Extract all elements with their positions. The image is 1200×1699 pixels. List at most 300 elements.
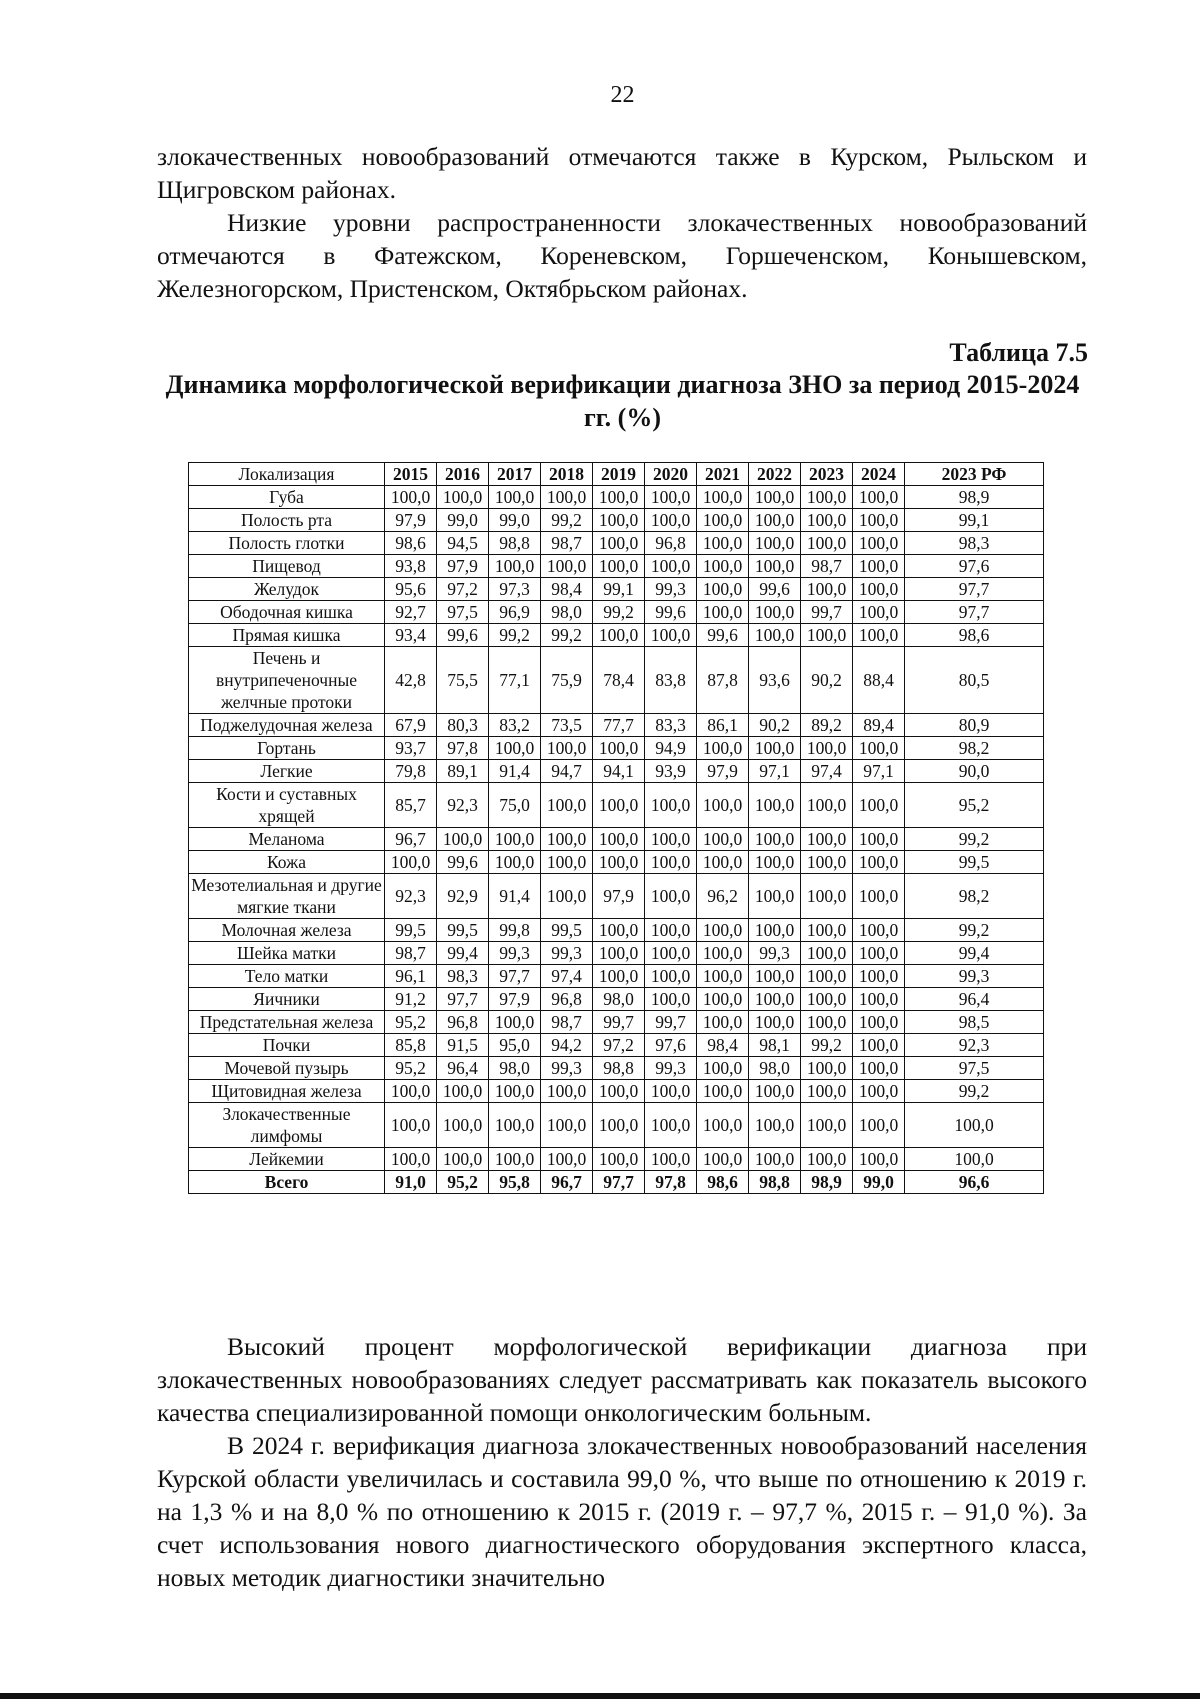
table-cell: 96,1 [385,965,437,988]
table-row [189,647,1044,714]
table-cell: 80,5 [905,647,1044,714]
table-cell: 89,2 [801,714,853,737]
table-header-row [189,463,1044,486]
row-label: Полость рта [189,509,385,532]
table-cell: 100,0 [697,1057,749,1080]
table-cell: 96,2 [697,874,749,919]
table-cell: 100,0 [749,1080,801,1103]
table-cell: 100,0 [645,783,697,828]
table-cell: 99,6 [697,624,749,647]
table-cell: 100,0 [853,965,905,988]
verification-table [188,462,1044,1194]
table-title: Динамика морфологической верификации диагноза ЗНО за период 2015-2024 гг. (%) [165,370,1080,432]
table-cell: 97,9 [489,988,541,1011]
table-cell: 100,0 [541,1080,593,1103]
table-cell: 77,1 [489,647,541,714]
table-cell: 100,0 [749,1103,801,1148]
table-cell: 86,1 [697,714,749,737]
table-cell: 100,0 [853,737,905,760]
row-label: Пищевод [189,555,385,578]
column-header: 2023 РФ [905,463,1044,486]
table-cell: 97,9 [697,760,749,783]
table-row [189,1103,1044,1148]
table-cell: 100,0 [749,737,801,760]
table-cell: 100,0 [489,851,541,874]
row-label: Легкие [189,760,385,783]
table-cell: 77,7 [593,714,645,737]
table-cell: 98,6 [697,1171,749,1194]
table-cell: 100,0 [593,1148,645,1171]
table-cell: 100,0 [697,1103,749,1148]
table-number: Таблица 7.5 [949,338,1088,367]
table-cell: 98,8 [489,532,541,555]
table-cell: 100,0 [801,851,853,874]
table-cell: 100,0 [385,1103,437,1148]
table-cell: 100,0 [697,828,749,851]
table-cell: 100,0 [437,486,489,509]
table-cell: 100,0 [853,1103,905,1148]
table-cell: 92,7 [385,601,437,624]
table-cell: 100,0 [853,601,905,624]
table-cell: 85,7 [385,783,437,828]
table-cell: 100,0 [697,1148,749,1171]
table-cell: 97,4 [541,965,593,988]
table-cell: 98,9 [905,486,1044,509]
table-cell: 100,0 [541,486,593,509]
table-cell: 100,0 [385,1148,437,1171]
table-cell: 100,0 [801,1080,853,1103]
table-row [189,555,1044,578]
table-cell: 100,0 [697,532,749,555]
table-cell: 91,5 [437,1034,489,1057]
row-label: Мочевой пузырь [189,1057,385,1080]
row-label: Щитовидная железа [189,1080,385,1103]
table-cell: 100,0 [645,851,697,874]
table-cell: 94,5 [437,532,489,555]
table-cell: 100,0 [593,942,645,965]
table-cell: 100,0 [697,601,749,624]
table-cell: 100,0 [541,851,593,874]
table-cell: 100,0 [853,874,905,919]
table-row [189,988,1044,1011]
table-cell: 100,0 [541,1148,593,1171]
table-row [189,965,1044,988]
table-cell: 100,0 [697,555,749,578]
table-cell: 95,2 [437,1171,489,1194]
table-cell: 99,2 [489,624,541,647]
table-cell: 100,0 [749,1011,801,1034]
table-row [189,851,1044,874]
table-cell: 100,0 [541,874,593,919]
table-cell: 100,0 [697,509,749,532]
table-cell: 100,0 [697,1080,749,1103]
row-label: Лейкемии [189,1148,385,1171]
column-header: Локализация [189,463,385,486]
table-cell: 97,7 [905,601,1044,624]
table-cell: 100,0 [749,624,801,647]
table-cell: 100,0 [853,783,905,828]
table-cell: 99,1 [593,578,645,601]
table-cell: 100,0 [749,532,801,555]
table-cell: 80,9 [905,714,1044,737]
table-cell: 99,6 [437,851,489,874]
table-cell: 100,0 [593,486,645,509]
table-cell: 100,0 [853,624,905,647]
table-cell: 97,7 [489,965,541,988]
table-cell: 100,0 [853,828,905,851]
table-cell: 97,5 [437,601,489,624]
table-cell: 80,3 [437,714,489,737]
table-cell: 100,0 [645,486,697,509]
row-label: Печень и внутрипеченочные желчные протоки [189,647,385,714]
row-label: Тело матки [189,965,385,988]
table-cell: 99,3 [645,1057,697,1080]
table-cell: 98,6 [385,532,437,555]
table-cell: 100,0 [853,851,905,874]
table-cell: 100,0 [697,1011,749,1034]
table-cell: 89,4 [853,714,905,737]
table-cell: 100,0 [749,919,801,942]
row-label: Шейка матки [189,942,385,965]
table-cell: 100,0 [645,919,697,942]
table-cell: 100,0 [541,1103,593,1148]
table-row [189,532,1044,555]
row-label: Предстательная железа [189,1011,385,1034]
table-cell: 99,4 [437,942,489,965]
table-row [189,486,1044,509]
column-header: 2020 [645,463,697,486]
table-cell: 100,0 [749,783,801,828]
table-cell: 89,1 [437,760,489,783]
table-cell: 100,0 [749,555,801,578]
table-cell: 100,0 [593,965,645,988]
table-cell: 92,3 [385,874,437,919]
table-cell: 100,0 [801,783,853,828]
table-cell: 99,3 [489,942,541,965]
table-cell: 92,3 [437,783,489,828]
table-cell: 100,0 [541,783,593,828]
table-cell: 99,3 [541,942,593,965]
outro-paragraph-2: В 2024 г. верификация диагноза злокачественных новообразований населения Курской области увеличилась и составила 99,0 %, что выше по отношению к 2019 г. на 1,3 % и на 8,0 % по отношению к 2015 г. (2019 г. – 97,7 %, 2015 г. – 91,0 %). За счет использования нового диагностического оборудования экспертного класса, новых методик диагностики значительно [157,1431,1087,1592]
table-cell: 100,0 [541,555,593,578]
table-cell: 97,4 [801,760,853,783]
table-cell: 91,4 [489,760,541,783]
table-cell: 100,0 [593,1103,645,1148]
table-cell: 99,4 [905,942,1044,965]
table-cell: 98,5 [905,1011,1044,1034]
table-cell: 100,0 [593,783,645,828]
table-row [189,1011,1044,1034]
table-row [189,1057,1044,1080]
table-cell: 100,0 [541,828,593,851]
table-cell: 98,0 [541,601,593,624]
table-cell: 100,0 [593,737,645,760]
table-cell: 98,7 [541,1011,593,1034]
table-cell: 100,0 [905,1103,1044,1148]
table-cell: 98,0 [749,1057,801,1080]
intro-paragraph-2: Низкие уровни распространенности злокачественных новообразований отмечаются в Фатежском, Кореневском, Горшеченском, Конышевском, Железногорском, Пристенском, Октябрьском районах. [157,208,1087,303]
table-cell: 96,7 [541,1171,593,1194]
table-row [189,874,1044,919]
table-cell: 99,5 [905,851,1044,874]
table-cell: 100,0 [489,555,541,578]
column-header: 2016 [437,463,489,486]
table-cell: 100,0 [489,1103,541,1148]
row-label: Полость глотки [189,532,385,555]
table-cell: 100,0 [749,486,801,509]
column-header: 2024 [853,463,905,486]
table-cell: 95,2 [385,1011,437,1034]
table-cell: 99,3 [541,1057,593,1080]
row-label: Кости и суставных хрящей [189,783,385,828]
table-row [189,624,1044,647]
table-cell: 100,0 [593,828,645,851]
table-row [189,1080,1044,1103]
table-body [189,486,1044,1194]
table-cell: 100,0 [853,509,905,532]
table-cell: 93,7 [385,737,437,760]
table-cell: 100,0 [437,1103,489,1148]
column-header: 2018 [541,463,593,486]
table-cell: 99,2 [905,919,1044,942]
table-cell: 97,1 [853,760,905,783]
table-cell: 42,8 [385,647,437,714]
table-cell: 100,0 [801,509,853,532]
table-cell: 97,2 [437,578,489,601]
table-cell: 93,4 [385,624,437,647]
table-cell: 100,0 [853,578,905,601]
table-cell: 78,4 [593,647,645,714]
column-header: 2017 [489,463,541,486]
table-cell: 97,2 [593,1034,645,1057]
table-cell: 100,0 [645,624,697,647]
table-cell: 100,0 [697,486,749,509]
table-row [189,919,1044,942]
row-label: Прямая кишка [189,624,385,647]
table-cell: 95,8 [489,1171,541,1194]
table-cell: 100,0 [801,988,853,1011]
table-cell: 100,0 [541,737,593,760]
table-cell: 75,0 [489,783,541,828]
table-row [189,1148,1044,1171]
row-label: Меланома [189,828,385,851]
table-cell: 100,0 [489,1080,541,1103]
table-cell: 99,8 [489,919,541,942]
table-row [189,1034,1044,1057]
row-label: Мезотелиальная и другие мягкие ткани [189,874,385,919]
table-cell: 91,0 [385,1171,437,1194]
table-cell: 100,0 [385,851,437,874]
table-row [189,737,1044,760]
table-cell: 98,1 [749,1034,801,1057]
table-cell: 91,2 [385,988,437,1011]
table-cell: 97,6 [645,1034,697,1057]
table-cell: 97,7 [905,578,1044,601]
table-cell: 100,0 [801,486,853,509]
table-cell: 99,1 [905,509,1044,532]
table-cell: 99,6 [749,578,801,601]
table-cell: 100,0 [437,1148,489,1171]
table-cell: 100,0 [489,737,541,760]
table-cell: 92,9 [437,874,489,919]
table-cell: 95,6 [385,578,437,601]
table-cell: 73,5 [541,714,593,737]
table-cell: 100,0 [697,965,749,988]
table-cell: 100,0 [593,555,645,578]
table-cell: 92,3 [905,1034,1044,1057]
table-cell: 75,5 [437,647,489,714]
page-number: 22 [610,82,635,108]
table-cell: 100,0 [593,919,645,942]
table-cell: 99,2 [905,828,1044,851]
table-cell: 100,0 [749,1148,801,1171]
table-cell: 98,7 [541,532,593,555]
table-cell: 100,0 [489,486,541,509]
table-row [189,942,1044,965]
table-cell: 97,8 [645,1171,697,1194]
table-cell: 100,0 [749,851,801,874]
table-cell: 96,8 [437,1011,489,1034]
table-cell: 99,7 [801,601,853,624]
table-cell: 98,7 [385,942,437,965]
row-label: Молочная железа [189,919,385,942]
table-cell: 94,1 [593,760,645,783]
table-cell: 98,4 [697,1034,749,1057]
table-cell: 96,4 [437,1057,489,1080]
table-cell: 100,0 [645,509,697,532]
table-cell: 67,9 [385,714,437,737]
table-cell: 99,2 [541,509,593,532]
table-cell: 100,0 [645,942,697,965]
table-cell: 100,0 [853,1011,905,1034]
table-cell: 100,0 [749,965,801,988]
table-cell: 100,0 [593,1080,645,1103]
table-cell: 100,0 [697,783,749,828]
table-cell: 100,0 [697,851,749,874]
table-cell: 100,0 [801,578,853,601]
table-cell: 100,0 [489,1011,541,1034]
table-cell: 99,0 [489,509,541,532]
table-cell: 98,2 [905,874,1044,919]
table-cell: 99,2 [905,1080,1044,1103]
table-cell: 100,0 [697,578,749,601]
table-cell: 96,4 [905,988,1044,1011]
table-cell: 88,4 [853,647,905,714]
table-cell: 99,2 [541,624,593,647]
table-cell: 100,0 [697,942,749,965]
table-cell: 99,3 [905,965,1044,988]
row-label: Почки [189,1034,385,1057]
table-cell: 100,0 [645,828,697,851]
table-cell: 100,0 [801,965,853,988]
table-cell: 100,0 [853,942,905,965]
table-cell: 94,2 [541,1034,593,1057]
column-header: 2021 [697,463,749,486]
table-cell: 97,8 [437,737,489,760]
table-cell: 100,0 [801,1148,853,1171]
row-label: Ободочная кишка [189,601,385,624]
table-cell: 87,8 [697,647,749,714]
table-cell: 98,0 [489,1057,541,1080]
table-cell: 100,0 [801,737,853,760]
table-cell: 100,0 [853,1148,905,1171]
table-cell: 83,8 [645,647,697,714]
table-cell: 100,0 [853,919,905,942]
intro-paragraph-1: злокачественных новообразований отмечаются также в Курском, Рыльском и Щигровском районах. [157,142,1087,204]
table-cell: 90,0 [905,760,1044,783]
table-cell: 100,0 [801,942,853,965]
table-cell: 100,0 [697,737,749,760]
table-cell: 100,0 [697,988,749,1011]
row-label: Губа [189,486,385,509]
table-cell: 100,0 [437,1080,489,1103]
table-cell: 99,5 [437,919,489,942]
table-cell: 99,3 [645,578,697,601]
row-label: Яичники [189,988,385,1011]
table-cell: 96,7 [385,828,437,851]
table-cell: 99,7 [593,1011,645,1034]
table-cell: 100,0 [489,1148,541,1171]
table-cell: 100,0 [801,1011,853,1034]
table-cell: 100,0 [645,1103,697,1148]
table-cell: 97,7 [437,988,489,1011]
table-row [189,601,1044,624]
table-cell: 100,0 [385,1080,437,1103]
table-cell: 98,3 [437,965,489,988]
outro-paragraph-1: Высокий процент морфологической верификации диагноза при злокачественных новообразованиях следует рассматривать как показатель высокого качества специализированной помощи онкологическим больным. [157,1332,1087,1427]
column-header: 2022 [749,463,801,486]
table-cell: 100,0 [801,1057,853,1080]
column-header: 2015 [385,463,437,486]
table-cell: 100,0 [853,1034,905,1057]
table-cell: 95,2 [385,1057,437,1080]
table-cell: 100,0 [749,601,801,624]
table-cell: 98,3 [905,532,1044,555]
table-cell: 100,0 [801,828,853,851]
table-row [189,760,1044,783]
table-cell: 97,9 [385,509,437,532]
table-cell: 98,2 [905,737,1044,760]
table-cell: 100,0 [385,486,437,509]
table-cell: 98,8 [749,1171,801,1194]
table-cell: 100,0 [853,1080,905,1103]
table-cell: 93,9 [645,760,697,783]
table-cell: 97,6 [905,555,1044,578]
table-cell: 100,0 [801,1103,853,1148]
row-label: Злокачественные лимфомы [189,1103,385,1148]
table-cell: 99,5 [541,919,593,942]
table-cell: 91,4 [489,874,541,919]
table-cell: 100,0 [749,828,801,851]
table-cell: 100,0 [853,988,905,1011]
table-cell: 100,0 [697,919,749,942]
page-bottom-edge [0,1693,1200,1699]
table-cell: 100,0 [645,874,697,919]
table-cell: 93,8 [385,555,437,578]
row-label: Желудок [189,578,385,601]
table-cell: 83,3 [645,714,697,737]
table-cell: 100,0 [645,1148,697,1171]
table-cell: 100,0 [593,624,645,647]
table-cell: 95,2 [905,783,1044,828]
table-cell: 99,2 [593,601,645,624]
table-cell: 83,2 [489,714,541,737]
table-cell: 97,9 [437,555,489,578]
row-label: Кожа [189,851,385,874]
table-cell: 100,0 [749,509,801,532]
table-cell: 99,6 [437,624,489,647]
table-cell: 100,0 [801,874,853,919]
